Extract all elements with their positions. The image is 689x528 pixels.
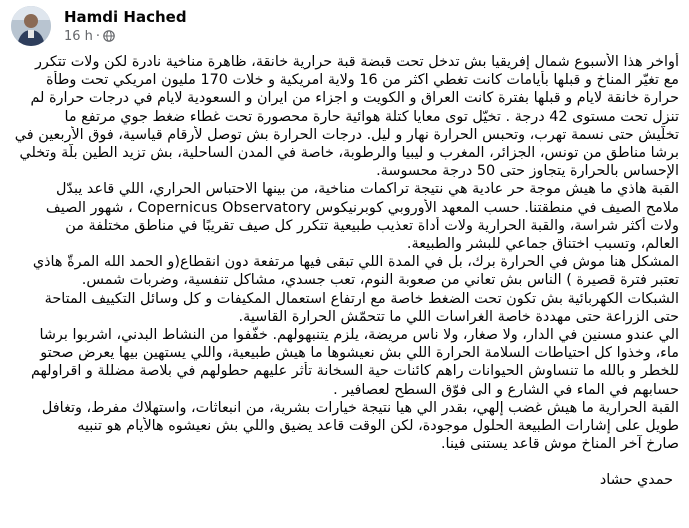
post-line: القبة هاذي ما هيش موجة حر عادية هي نتيجة تراكمات مناخية، من بينها الاحتباس الحراري، اللي قاعد يبدّل [55,181,679,198]
author-name[interactable]: Hamdi Hached [64,8,187,26]
post-line: حتى الزراعة حتى مهددة خاصة الغراسات اللي ما تتحمّش الحرارة القاسية. [238,308,679,325]
post-line: تخلّيش حتى نسمة تهرب، وتحبس الحرارة نهار و ليل. درجات الحرارة بش توصل لأرقام قياسية، فوق الأربعين في [14,126,679,143]
post-line: الي عندو مسنين في الدار، ولا صغار، ولا ناس مريضة، يلزم يتنبهولهم. خفّفوا من النشاط البدني، اشربوا برشا [39,327,679,344]
post-line: ملامح الصيف في منطقتنا. حسب المعهد الأوروبي كوبرنيكوس Copernicus Observatory ، شهور الصيف [45,199,679,216]
post-line: حسابهم في الماء في الشارع و الى فوّق السطح لعصافير . [333,381,679,398]
post-line: تنزل تحت مستوى 42 درجة . تخيّل توى معايا كتلة هوائية حارة محصورة تحت غطاء ضغط جوي مرتفع ما [64,108,679,125]
post-line: أواخر هذا الأسبوع شمال إفريقيا بش تدخل تحت قبضة قبة حرارية خانقة، ظاهرة مناخية نادرة لكن ولات تتكرر [34,54,679,70]
author-avatar[interactable] [11,6,51,46]
post-signature: حمدي حشاد [599,472,673,489]
post-line: حرارة خانقة لايام و قبلها بفترة كانت العراق و الكويت و اجزاء من ايران و السعودية لايام في درجات حرارة لم [30,90,679,107]
post-time[interactable]: 16 h [64,29,93,44]
post-line: صارخ آخر المناخ موش قاعد يستنى فينا. [440,436,679,453]
post-line: برشا مناطق من تونس، الجزائر، المغرب و ليبيا والرطوبة، خاصة في المدن الساحلية، بش تزيد الطين بلّة وتخلي [19,145,679,162]
post-body [0,53,679,490]
avatar-photo-icon [11,6,51,46]
post-line: المشكل هنا موش في الحرارة برك، بل في المدة اللي تبقى فيها مرتفعة دون انقطاع(و الحمد الله المرةّ هاذي [32,254,679,271]
meta-separator: · [95,29,101,44]
post-header [0,0,689,52]
post-meta [64,29,115,44]
post-line: الإحساس بالحرارة يتجاوز حتى 50 درجة محسوسة. [376,163,679,180]
globe-icon[interactable] [103,30,115,42]
post-line: ولات أكثر شراسة، والقبة الحرارية ولات أداة تعذيب طبيعية تتكرر كل صيف تقريبًا في مناطق مختلفة من [65,217,679,234]
post-line: للخطر و بالله ما تنساوش الحيوانات راهم كائنات حية السخانة تأثر عليهم حطولهم في بلاصة مضللة و اقراولهم [30,363,679,380]
post-line: مع تغيّر المناخ و قبلها بأيامات كانت تغطي اكثر من 16 ولاية امريكية و خلات 170 مليون امريكي تحت وطأة [46,72,679,89]
post-line: ماء، وخذوا كل احتياطات السلامة الحرارة اللي بش نعيشوها ما هيش طبيعية، واللي يستهين بيها يعرض صحتو [40,345,679,362]
post-line: الشبكات الكهربائية بش تكون تحت الضغط خاصة مع ارتفاع استعمال المكيفات و كل وسائل التكييف المتاحة [44,290,679,307]
post-line: العالم، وتسبب اختناق جماعي للبشر والطبيعة. [406,236,679,253]
post-line: تعتبر فترة قصيرة ) الناس بش تعاني من صعوبة النوم، تعب جسدي، مشاكل تنفسية، وضربات شمس. [81,272,679,289]
post-line: طويل على إشارات الطبيعة الحلول موجودة، لكن الوقت قاعد يضيق واللي بش نعيشوه هالأيام هو تنبيه [77,418,679,435]
post-line: القبة الحرارية ما هيش غضب إلهي، بقدر الي هيا نتيجة خيارات بشرية، من انبعاثات، واستهلاك مفرط، وتغافل [41,399,679,416]
